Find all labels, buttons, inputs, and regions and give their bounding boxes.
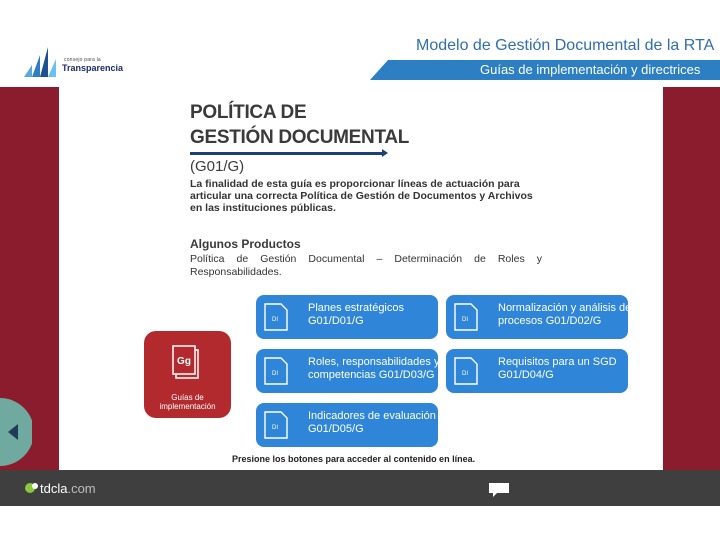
planes-estrategicos-button[interactable] <box>256 295 438 339</box>
svg-text:DI: DI <box>462 317 468 323</box>
button-label-line1: Indicadores de evaluación <box>308 410 436 422</box>
document-icon <box>264 357 288 385</box>
document-icon <box>264 303 288 331</box>
svg-text:DI: DI <box>462 371 468 377</box>
document-title-line2: GESTIÓN DOCUMENTAL <box>190 127 410 148</box>
brand-main: tdcla <box>40 481 68 496</box>
document-title-line1: POLÍTICA DE <box>190 102 307 123</box>
instruction-hint: Presione los botones para acceder al contenido en línea. <box>232 454 476 464</box>
brand-logo-icon <box>24 480 40 496</box>
button-label-line2: G01/D04/G <box>498 369 554 381</box>
button-label-line2: competencias G01/D03/G <box>308 369 435 381</box>
brand-text[interactable] <box>40 481 96 496</box>
transparency-logo-icon <box>22 45 62 79</box>
page-subtitle: Guías de implementación y directrices <box>480 62 701 77</box>
document-icon <box>264 411 288 439</box>
guide-label-line2: implementación <box>159 402 216 411</box>
button-label <box>308 302 404 328</box>
chat-bubble-icon[interactable] <box>488 482 510 498</box>
svg-text:DI: DI <box>272 317 278 323</box>
guide-badge-label <box>144 393 231 411</box>
button-label-line2: G01/D01/G <box>308 315 364 327</box>
logo-subtext: consejo para la <box>64 57 101 63</box>
button-label-line1: Normalización y análisis de <box>498 302 632 314</box>
products-heading: Algunos Productos <box>190 237 301 251</box>
left-arrow-icon[interactable] <box>0 398 32 466</box>
bottom-bar <box>0 470 720 506</box>
page-title: Modelo de Gestión Documental de la RTA <box>416 37 715 54</box>
normalizacion-procesos-button[interactable] <box>446 295 632 339</box>
document-icon <box>454 357 478 385</box>
guide-icon-text: Gg <box>177 356 191 367</box>
brand-suffix: .com <box>67 481 96 496</box>
svg-text:DI: DI <box>272 371 278 377</box>
logo-text: Transparencia <box>62 63 124 73</box>
roles-responsabilidades-button[interactable] <box>256 349 438 393</box>
button-label-line1: Planes estratégicos <box>308 302 404 314</box>
svg-text:DI: DI <box>272 425 278 431</box>
button-label <box>308 410 436 436</box>
guide-label-line1: Guías de <box>171 393 204 402</box>
document-stack-icon <box>171 344 201 380</box>
button-label <box>308 356 439 382</box>
title-underline <box>190 152 385 155</box>
button-label-line1: Roles, responsabilidades y <box>308 356 440 368</box>
title-underline-arrow-icon <box>382 149 388 157</box>
document-icon <box>454 303 478 331</box>
requisitos-sgd-button[interactable] <box>446 349 628 393</box>
button-label <box>498 302 631 328</box>
indicadores-evaluacion-button[interactable] <box>256 403 438 447</box>
button-label-line1: Requisitos para un SGD <box>498 356 617 368</box>
button-label <box>498 356 617 382</box>
products-text: Política de Gestión Documental – Determinación de Roles y Responsabilidades. <box>190 253 542 278</box>
document-description: La finalidad de esta guía es proporcionar líneas de actuación para articular una correcta Política de Gestión de Documentos y Archivos en las instituciones públicas. <box>190 178 533 214</box>
button-label-line2: procesos G01/D02/G <box>498 315 602 327</box>
document-code: (G01/G) <box>190 158 245 175</box>
button-label-line2: G01/D05/G <box>308 423 364 435</box>
